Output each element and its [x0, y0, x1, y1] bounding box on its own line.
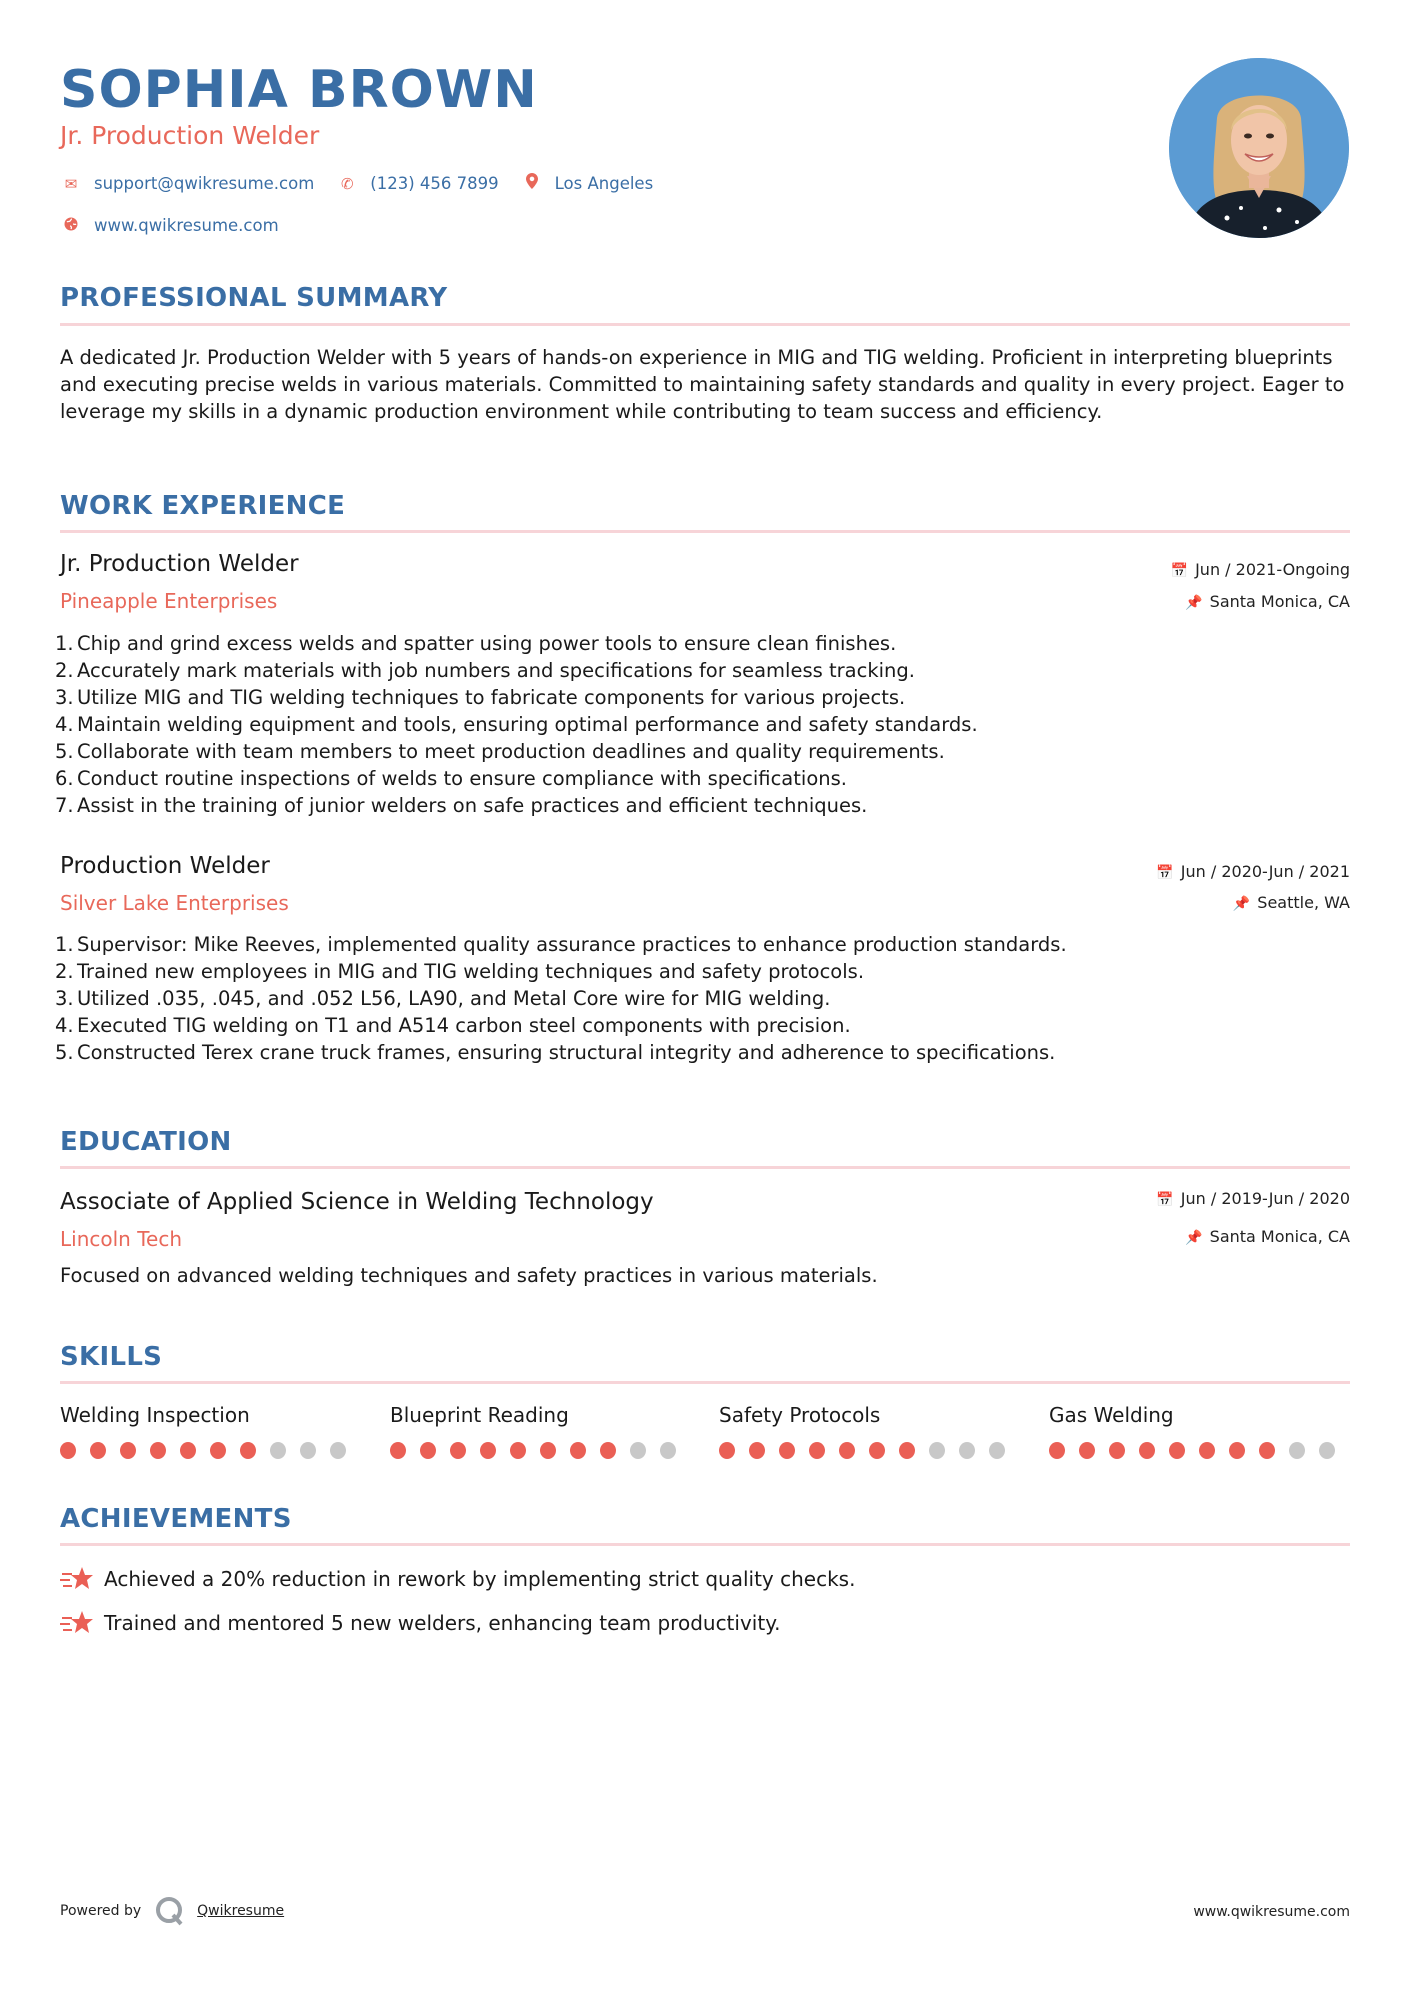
website-link[interactable]: www.qwikresume.com: [94, 216, 279, 235]
rating-dot-filled: [510, 1442, 526, 1459]
section-divider: [60, 1381, 1350, 1384]
phone-icon: ✆: [341, 175, 354, 193]
list-item: 2. Trained new employees in MIG and TIG welding techniques and safety protocols.: [55, 960, 865, 983]
skills-heading: SKILLS: [60, 1342, 163, 1372]
rating-dot-empty: [1289, 1442, 1305, 1459]
job-dates: [1171, 559, 1350, 582]
skill-label: Gas Welding: [1049, 1403, 1174, 1427]
list-item: 5. Collaborate with team members to meet production deadlines and quality requirements.: [55, 740, 945, 763]
list-item: 3. Utilize MIG and TIG welding techniques to fabricate components for various projects.: [55, 686, 906, 709]
rating-dot-filled: [240, 1442, 256, 1459]
skill-item: [1049, 1401, 1349, 1459]
rating-dot-empty: [630, 1442, 646, 1459]
section-divider: [60, 530, 1350, 533]
rating-dot-filled: [779, 1442, 795, 1459]
education-dates: [1156, 1188, 1350, 1211]
skill-item: [390, 1401, 690, 1459]
list-item: 1. Supervisor: Mike Reeves, implemented quality assurance practices to enhance production standards.: [55, 933, 1067, 956]
location-text: Los Angeles: [554, 174, 654, 193]
rating-dot-filled: [480, 1442, 496, 1459]
globe-icon: [60, 214, 82, 238]
resume-page: [55, 0, 1350, 1990]
job-company: Pineapple Enterprises: [60, 589, 278, 613]
rating-dot-filled: [1109, 1442, 1125, 1459]
list-item: 7. Assist in the training of junior welders on safe practices and efficient techniques.: [55, 794, 868, 817]
job-location: [1185, 591, 1350, 614]
rating-dot-filled: [120, 1442, 136, 1459]
job-dates-text: Jun / 2020-Jun / 2021: [1180, 862, 1350, 881]
rating-dot-filled: [90, 1442, 106, 1459]
experience-heading: WORK EXPERIENCE: [60, 491, 346, 521]
achievement-text: Achieved a 20% reduction in rework by implementing strict quality checks.: [104, 1567, 856, 1591]
phone-text: (123) 456 7899: [370, 174, 499, 193]
skill-rating: [1049, 1442, 1349, 1459]
powered-by-label: Powered by: [60, 1903, 142, 1919]
email-link[interactable]: support@qwikresume.com: [94, 174, 315, 193]
rating-dot-empty: [989, 1442, 1005, 1459]
rating-dot-filled: [839, 1442, 855, 1459]
contact-row-2: [60, 214, 301, 238]
rating-dot-filled: [1139, 1442, 1155, 1459]
list-item: 2. Accurately mark materials with job numbers and specifications for seamless tracking.: [55, 659, 915, 682]
list-item: 4. Maintain welding equipment and tools, ensuring optimal performance and safety standards.: [55, 713, 978, 736]
rating-dot-filled: [570, 1442, 586, 1459]
skill-item: [719, 1401, 1019, 1459]
rating-dot-filled: [1049, 1442, 1065, 1459]
rating-dot-empty: [270, 1442, 286, 1459]
list-item: 6. Conduct routine inspections of welds to ensure compliance with specifications.: [55, 767, 847, 790]
summary-heading: PROFESSIONAL SUMMARY: [60, 283, 448, 313]
skill-rating: [719, 1442, 1019, 1459]
rating-dot-filled: [1079, 1442, 1095, 1459]
list-item: 3. Utilized .035, .045, and .052 L56, LA90, and Metal Core wire for MIG welding.: [55, 987, 831, 1010]
job-dates-text: Jun / 2021-Ongoing: [1195, 560, 1350, 579]
rating-dot-filled: [60, 1442, 76, 1459]
calendar-icon: 📅: [1156, 865, 1174, 881]
calendar-icon: 📅: [1156, 1192, 1174, 1208]
rating-dot-filled: [869, 1442, 885, 1459]
rating-dot-filled: [180, 1442, 196, 1459]
job-bullets: [55, 931, 1350, 1066]
rating-dot-filled: [749, 1442, 765, 1459]
degree-title: Associate of Applied Science in Welding Technology: [60, 1189, 654, 1215]
skill-rating: [60, 1442, 360, 1459]
location-pin-icon: [521, 172, 543, 196]
rating-dot-filled: [210, 1442, 226, 1459]
achievements-heading: ACHIEVEMENTS: [60, 1504, 292, 1534]
skill-rating: [390, 1442, 690, 1459]
candidate-title: Jr. Production Welder: [60, 121, 320, 150]
list-item: 4. Executed TIG welding on T1 and A514 carbon steel components with precision.: [55, 1014, 851, 1037]
rating-dot-empty: [300, 1442, 316, 1459]
achievement-text: Trained and mentored 5 new welders, enhancing team productivity.: [104, 1611, 781, 1635]
section-divider: [60, 1166, 1350, 1169]
job-location: [1233, 892, 1350, 915]
rating-dot-filled: [1199, 1442, 1215, 1459]
calendar-icon: 📅: [1170, 563, 1189, 579]
rating-dot-filled: [719, 1442, 735, 1459]
pin-icon: 📌: [1185, 1230, 1203, 1246]
section-divider: [60, 1543, 1350, 1546]
skill-label: Blueprint Reading: [390, 1403, 569, 1427]
job-dates: [1156, 861, 1350, 884]
rating-dot-filled: [899, 1442, 915, 1459]
qwikresume-link[interactable]: Qwikresume: [197, 1903, 285, 1919]
rating-dot-filled: [390, 1442, 406, 1459]
achievement-item: [60, 1609, 781, 1637]
rating-dot-empty: [959, 1442, 975, 1459]
education-location: [1185, 1226, 1350, 1249]
education-dates-text: Jun / 2019-Jun / 2020: [1180, 1189, 1350, 1208]
footer-powered-by: [60, 1896, 284, 1926]
rating-dot-filled: [420, 1442, 436, 1459]
rating-dot-empty: [330, 1442, 346, 1459]
rating-dot-filled: [450, 1442, 466, 1459]
achievement-item: [60, 1565, 855, 1593]
pin-icon: 📌: [1185, 595, 1203, 611]
rating-dot-empty: [660, 1442, 676, 1459]
rating-dot-filled: [150, 1442, 166, 1459]
star-award-icon: [60, 1565, 94, 1593]
candidate-name: SOPHIA BROWN: [60, 60, 538, 120]
rating-dot-filled: [1169, 1442, 1185, 1459]
job-location-text: Seattle, WA: [1257, 893, 1350, 912]
rating-dot-filled: [1259, 1442, 1275, 1459]
education-description: Focused on advanced welding techniques and safety practices in various materials.: [60, 1264, 878, 1287]
email-icon: ✉: [64, 175, 78, 193]
job-company: Silver Lake Enterprises: [60, 891, 289, 915]
skill-item: [60, 1401, 360, 1459]
footer-website-link[interactable]: www.qwikresume.com: [1193, 1904, 1350, 1920]
rating-dot-filled: [540, 1442, 556, 1459]
education-location-text: Santa Monica, CA: [1209, 1227, 1350, 1246]
rating-dot-empty: [929, 1442, 945, 1459]
job-location-text: Santa Monica, CA: [1209, 592, 1350, 611]
skill-label: Welding Inspection: [60, 1403, 250, 1427]
job-title: Production Welder: [60, 853, 270, 879]
rating-dot-filled: [1229, 1442, 1245, 1459]
star-award-icon: [60, 1609, 94, 1637]
school-name: Lincoln Tech: [60, 1227, 182, 1251]
pin-icon: 📌: [1232, 896, 1251, 912]
summary-text: A dedicated Jr. Production Welder with 5 years of hands-on experience in MIG and TIG welding. Proficient in interpreting blueprints and executing precise welds in various materials. Committed to maintaining safety standards and quality in every project. Eager to leverage my skills in a dynamic production environment while contributing to team success and efficiency.: [60, 346, 1345, 423]
qwikresume-logo-icon: [155, 1896, 185, 1926]
profile-photo: [1169, 58, 1349, 238]
list-item: 5. Constructed Terex crane truck frames, ensuring structural integrity and adherence to specifications.: [55, 1041, 1056, 1064]
rating-dot-filled: [809, 1442, 825, 1459]
rating-dot-empty: [1319, 1442, 1335, 1459]
rating-dot-filled: [600, 1442, 616, 1459]
section-divider: [60, 323, 1350, 326]
job-title: Jr. Production Welder: [60, 551, 299, 577]
job-bullets: [55, 630, 1350, 819]
list-item: 1. Chip and grind excess welds and spatter using power tools to ensure clean finishes.: [55, 632, 897, 655]
skill-label: Safety Protocols: [719, 1403, 881, 1427]
contact-row: [60, 172, 675, 196]
education-heading: EDUCATION: [60, 1127, 232, 1157]
